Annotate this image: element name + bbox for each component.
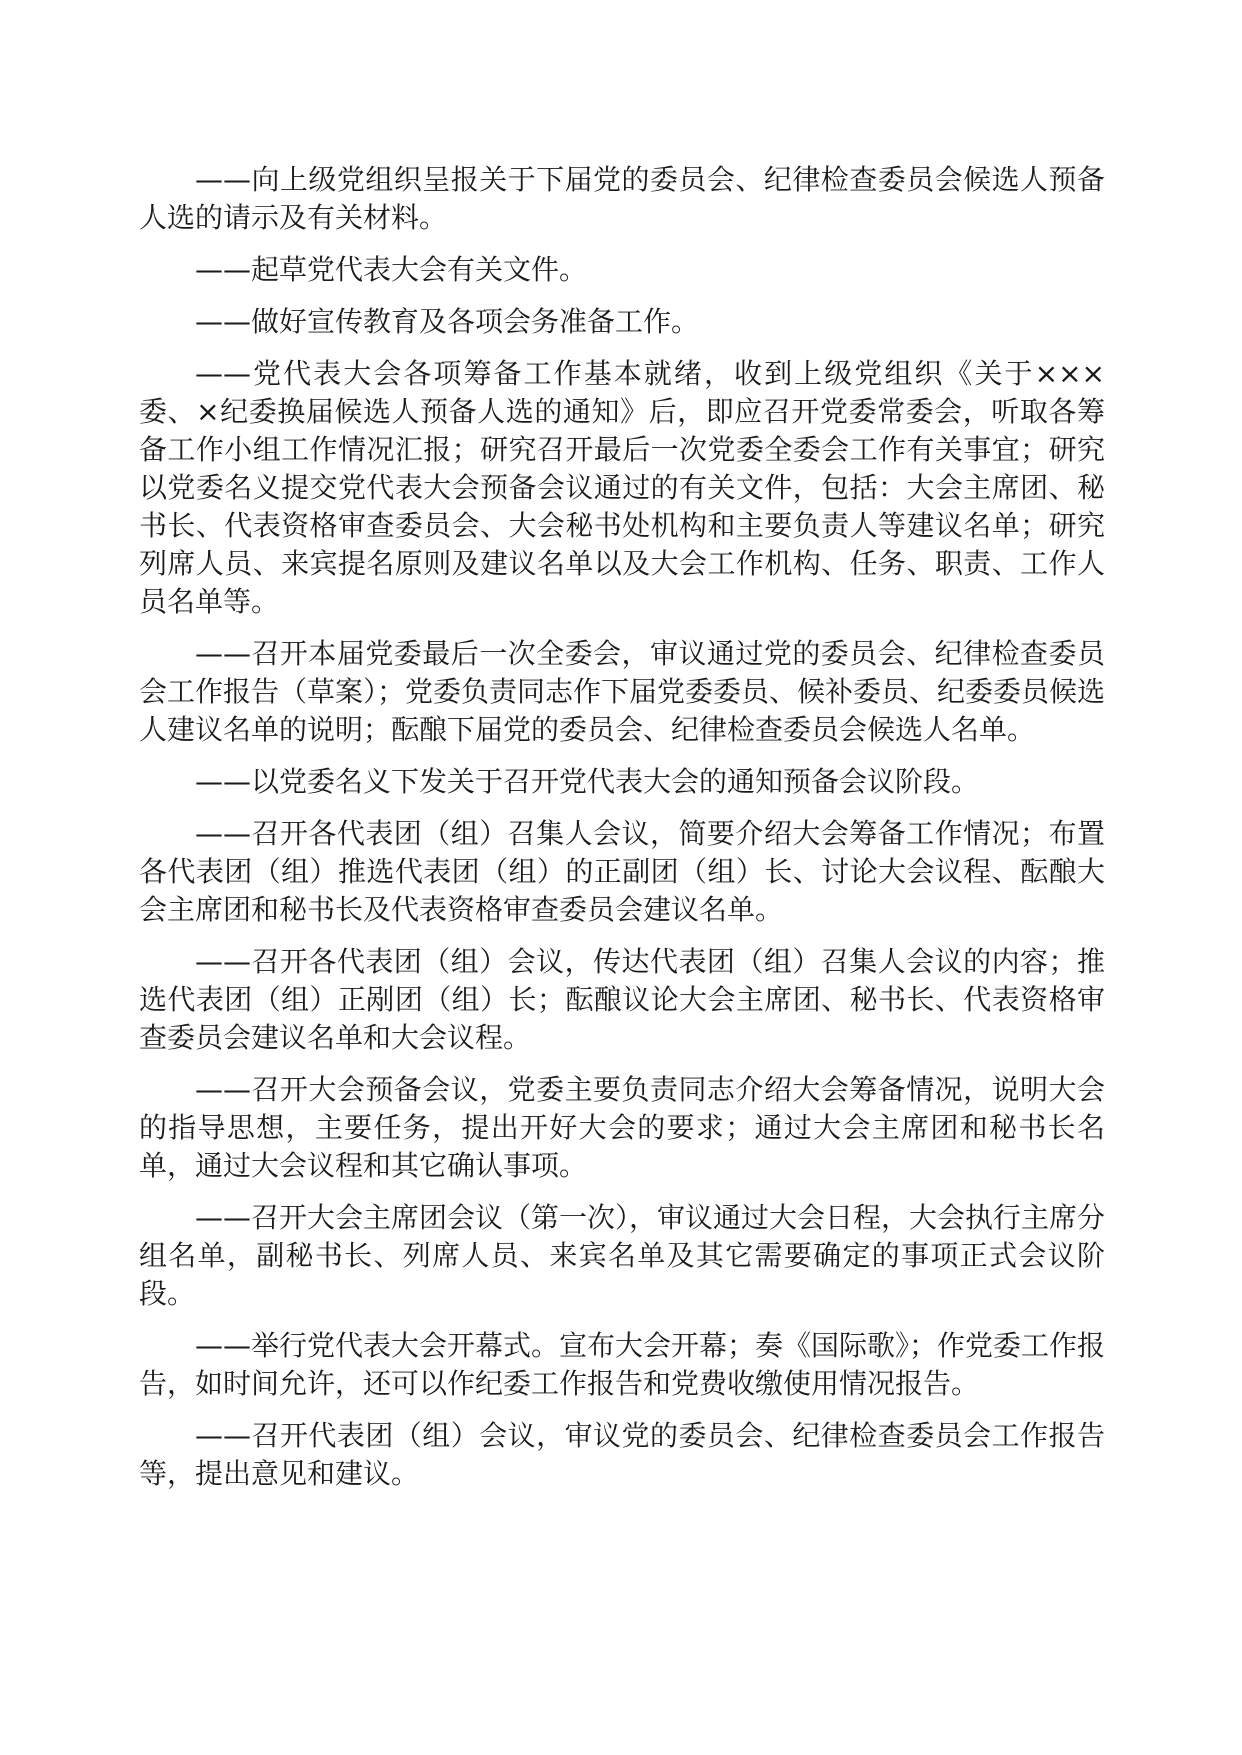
paragraph: ——以党委名义下发关于召开党代表大会的通知预备会议阶段。 <box>195 765 980 798</box>
paragraph: ——召开代表团（组）会议，审议党的委员会、纪律检查委员会工作报告等，提出意见和建议。 <box>139 1419 1105 1490</box>
paragraph: ——召开大会主席团会议（第一次），审议通过大会日程，大会执行主席分组名单，副秘书长、列席人员、来宾名单及其它需要确定的事项正式会议阶段。 <box>139 1201 1106 1310</box>
paragraph: ——召开大会预备会议，党委主要负责同志介绍大会筹备情况，说明大会的指导思想，主要任务，提出开好大会的要求；通过大会主席团和秘书长名单，通过大会议程和其它确认事项。 <box>139 1073 1105 1182</box>
paragraph: ——举行党代表大会开幕式。宣布大会开幕；奏《国际歌》；作党委工作报告，如时间允许，还可以作纪委工作报告和党费收缴使用情况报告。 <box>139 1329 1106 1400</box>
paragraph: ——召开各代表团（组）会议，传达代表团（组）召集人会议的内容；推选代表团（组）正剐团（组）长；酝酿议论大会主席团、秘书长、代表资格审查委员会建议名单和大会议程。 <box>139 945 1105 1054</box>
paragraph: ——做好宣传教育及各项会务准备工作。 <box>195 305 700 338</box>
paragraph: ——召开本届党委最后一次全委会，审议通过党的委员会、纪律检查委员会工作报告（草案）；党委负责同志作下届党委委员、候补委员、纪委委员候选人建议名单的说明；酝酿下届党的委员会、纪律检查委员会候选人名单。 <box>139 637 1106 746</box>
document-body <box>139 161 1105 1507</box>
paragraph: ——向上级党组织呈报关于下届党的委员会、纪律检查委员会候选人预备人选的请示及有关材料。 <box>139 163 1105 234</box>
paragraph: ——党代表大会各项筹备工作基本就绪，收到上级党组织《关于×××委、×纪委换届候选人预备人选的通知》后，即应召开党委常委会，听取各筹备工作小组工作情况汇报；研究召开最后一次党委全委会工作有关事宜；研究以党委名义提交党代表大会预备会议通过的有关文件，包括：大会主席团、秘书长、代表资格审查委员会、大会秘书处机构和主要负责人等建议名单；研究列席人员、来宾提名原则及建议名单以及大会工作机构、任务、职责、工作人员名单等。 <box>139 357 1105 618</box>
paragraph: ——召开各代表团（组）召集人会议，简要介绍大会筹备工作情况；布置各代表团（组）推选代表团（组）的正副团（组）长、讨论大会议程、酝酿大会主席团和秘书长及代表资格审查委员会建议名单。 <box>139 817 1105 926</box>
paragraph: ——起草党代表大会有关文件。 <box>195 253 588 286</box>
